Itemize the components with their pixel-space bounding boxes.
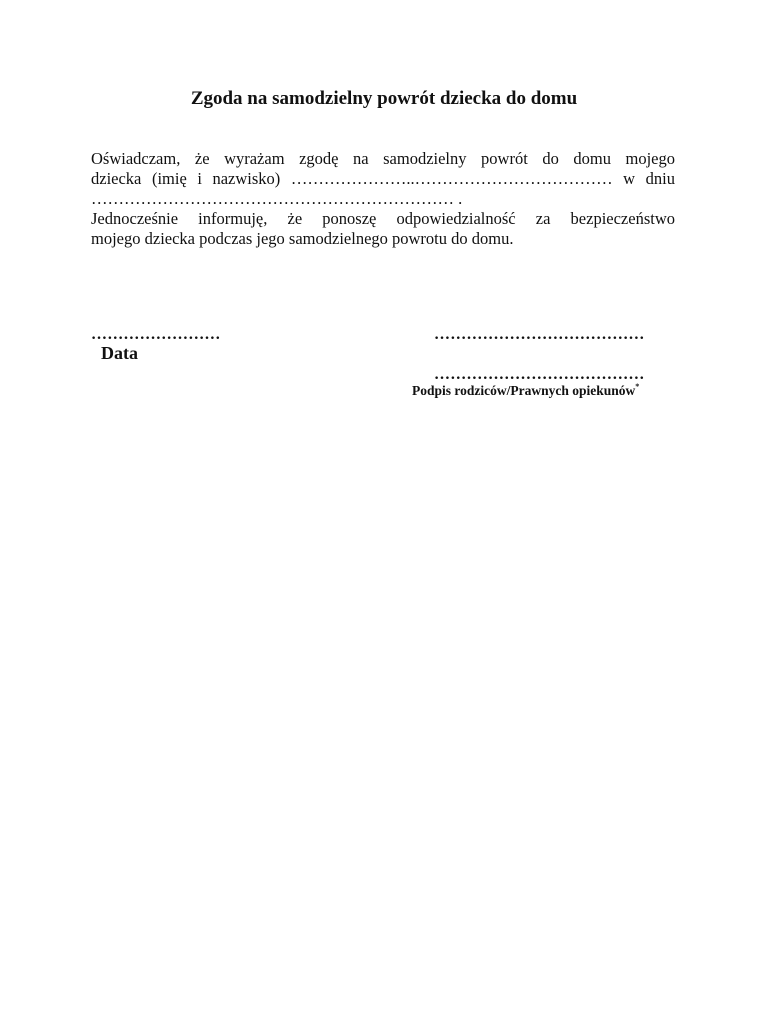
signature-field-dots-1: ………………………………… — [434, 326, 645, 343]
document-title: Zgoda na samodzielny powrót dziecka do domu — [190, 88, 578, 109]
statement-line-2: dziecka (imię i nazwisko) …………………..……………………………… w dniu — [91, 169, 675, 188]
responsibility-line-2: mojego dziecka podczas jego samodzielnego powrotu do domu. — [91, 229, 514, 248]
signature-label — [412, 383, 639, 399]
footnote-mark: * — [635, 382, 640, 391]
consent-statement — [91, 149, 675, 249]
date-field-dots: …………………… — [91, 326, 221, 343]
statement-line-1: Oświadczam, że wyrażam zgodę na samodzielny powrót do domu mojego — [91, 149, 675, 168]
date-label: Data — [101, 343, 138, 363]
statement-line-3: ………………………………………………………… . — [91, 189, 463, 208]
signature-label-text: Podpis rodziców/Prawnych opiekunów — [412, 383, 636, 398]
responsibility-line-1: Jednocześnie informuję, że ponoszę odpowiedzialność za bezpieczeństwo — [91, 209, 675, 228]
signature-field-dots-2: ………………………………… — [434, 366, 645, 383]
